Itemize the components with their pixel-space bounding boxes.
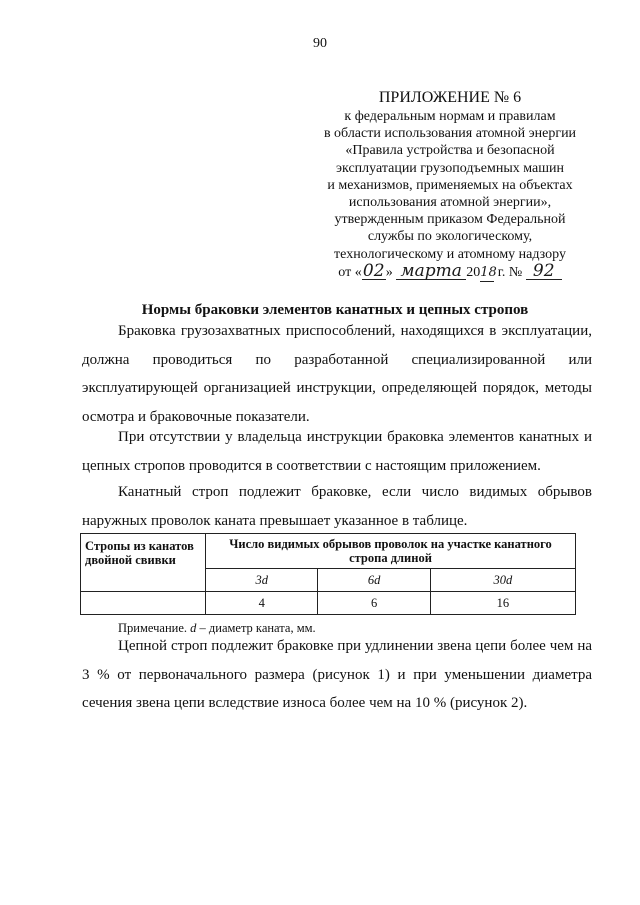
year-prefix: 20 xyxy=(466,264,481,280)
appendix-line: использования атомной энергии», xyxy=(348,195,552,211)
table-row xyxy=(81,592,576,615)
note-text: – диаметр каната, мм. xyxy=(196,621,316,635)
appendix-line: «Правила устройства и безопасной xyxy=(345,143,555,159)
appendix-line: технологическому и атомному надзору xyxy=(334,246,566,262)
appendix-title: ПРИЛОЖЕНИЕ № 6 xyxy=(378,89,522,106)
handwritten-year: 18 xyxy=(480,264,497,280)
section-heading: Нормы браковки элементов канатных и цепных стропов xyxy=(141,302,529,318)
order-date-line xyxy=(290,260,610,282)
table-col1-header: Стропы из канатов двойной свивки xyxy=(81,534,206,592)
note-prefix: Примечание. xyxy=(118,621,188,635)
appendix-line: в области использования атомной энергии xyxy=(323,126,577,142)
handwritten-month: марта xyxy=(396,263,466,280)
table-length-6d: 6d xyxy=(318,569,430,592)
paragraph-4: Цепной строп подлежит браковке при удлинении звена цепи более чем на 3 % от первоначального размера (рисунок 1) и при уменьшении диаметра сечения звена цепи вследствие износа более чем на 10 % (рисунок 2). xyxy=(82,638,592,712)
paragraph-3: Канатный строп подлежит браковке, если число видимых обрывов наружных проволок каната превышает указанное в таблице. xyxy=(82,484,592,529)
appendix-line: к федеральным нормам и правилам xyxy=(344,109,556,124)
note-variable: d xyxy=(190,621,197,635)
appendix-line: эксплуатации грузоподъемных машин xyxy=(336,160,564,176)
appendix-header xyxy=(290,88,610,282)
table-length-3d: 3d xyxy=(206,569,318,592)
appendix-line: и механизмов, применяемых на объектах xyxy=(327,177,573,193)
table-value-30d: 16 xyxy=(430,592,575,615)
appendix-line: службы по экологическому, xyxy=(367,229,533,245)
year-label: г. № xyxy=(497,264,523,280)
page-number: 90 xyxy=(313,36,327,51)
table-group-header: Число видимых обрывов проволок на участке канатного стропа длиной xyxy=(206,534,576,569)
rope-rejection-table xyxy=(80,533,576,615)
paragraph-1: Браковка грузозахватных приспособлений, находящихся в эксплуатации, должна проводиться по разработанной специализированной или эксплуатирующей организацией инструкции, определяющей порядок, методы осмотра и браковочные показатели. xyxy=(82,323,592,425)
quote-close: » xyxy=(385,264,393,280)
date-prefix: от « xyxy=(338,264,362,280)
paragraph-2: При отсутствии у владельца инструкции браковка элементов канатных и цепных стропов проводится в соответствии с настоящим приложением. xyxy=(82,429,592,474)
table-cell-empty xyxy=(81,592,206,615)
appendix-line: утвержденным приказом Федеральной xyxy=(334,212,566,228)
table-length-30d: 30d xyxy=(430,569,575,592)
table-value-6d: 6 xyxy=(318,592,430,615)
handwritten-order-number: 92 xyxy=(526,263,562,280)
table-value-3d: 4 xyxy=(206,592,318,615)
handwritten-day: 02 xyxy=(362,260,385,281)
